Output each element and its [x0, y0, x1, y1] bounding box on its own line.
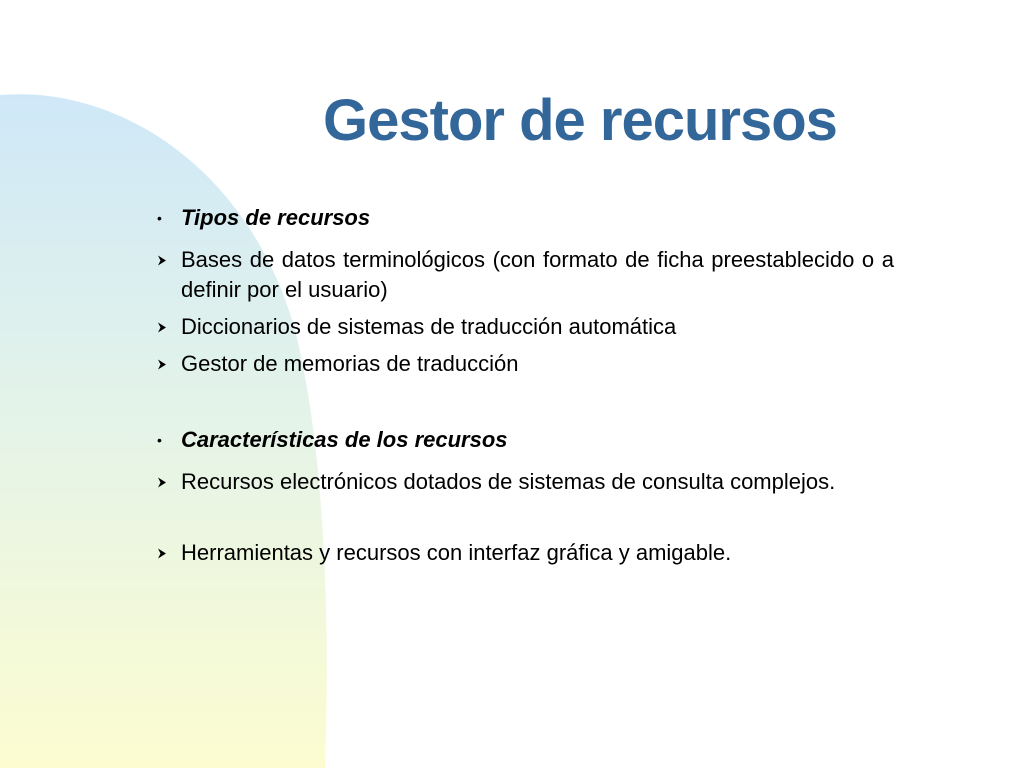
list-item-text: Herramientas y recursos con interfaz gráfica y amigable.: [181, 540, 732, 565]
arrow-bullet-icon: [157, 245, 177, 266]
slide-title: Gestor de recursos: [323, 88, 837, 153]
section-heading-text: Características de los recursos: [181, 427, 508, 452]
list-item: [157, 312, 894, 342]
list-item: [157, 245, 894, 305]
list-item-text: Diccionarios de sistemas de traducción automática: [181, 314, 677, 339]
section-heading-caracteristicas: [157, 425, 894, 455]
bullet-dot-icon: •: [157, 432, 162, 448]
list-item-text: Bases de datos terminológicos (con formato de ficha preestablecido o a definir por el usuario): [181, 247, 894, 302]
list-item-text: Recursos electrónicos dotados de sistemas de consulta complejos.: [181, 469, 836, 494]
bullet-dot-icon: •: [157, 210, 162, 226]
list-item: [157, 467, 894, 497]
section-heading-tipos: [157, 203, 894, 233]
arrow-bullet-icon: [157, 538, 177, 559]
list-item-text: Gestor de memorias de traducción: [181, 351, 519, 376]
arrow-bullet-icon: [157, 312, 177, 333]
arrow-bullet-icon: [157, 467, 177, 488]
list-item: [157, 538, 894, 568]
list-item: [157, 349, 894, 379]
arrow-bullet-icon: [157, 349, 177, 370]
section-heading-text: Tipos de recursos: [181, 205, 371, 230]
